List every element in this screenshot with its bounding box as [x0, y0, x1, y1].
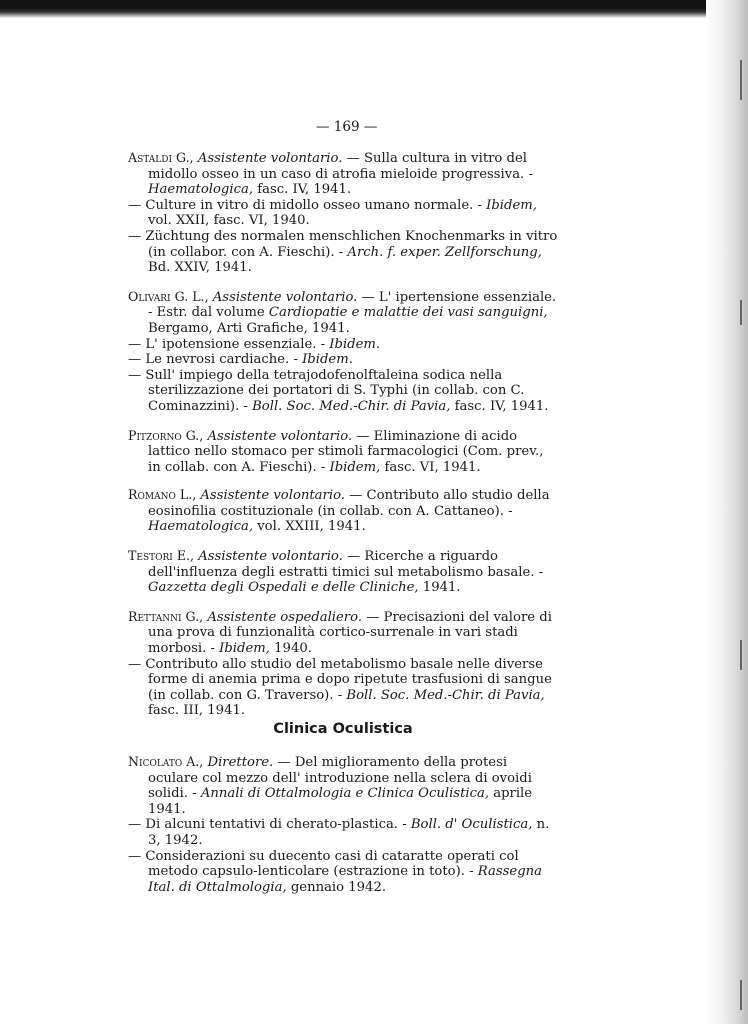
item-text: — Considerazioni su duecento casi di cataratte operati col metodo capsulo-lenticolare (estrazione in toto). -: [128, 848, 519, 880]
item-text: — Di alcuni tentativi di cherato-plastica. -: [128, 817, 411, 833]
bib-item: [128, 609, 558, 657]
bib-item: [128, 352, 558, 368]
bib-item: [128, 754, 558, 817]
item-text: — Precisazioni del valore di una prova di funzionalità cortico-surrenale in vari stadi morbosi. -: [148, 609, 552, 657]
bib-item: [128, 849, 558, 896]
item-details: 1941.: [418, 580, 461, 596]
bib-item: [128, 150, 558, 198]
author-role: Assistente volontario.: [212, 289, 358, 305]
item-text: — Contributo allo studio del metabolismo basale nelle diverse forme di anemia prima e dopo ripetute trasfusioni di sangue (in collab. con G. Traverso). -: [128, 656, 552, 703]
bib-entry: [128, 754, 558, 895]
author-name: Romano L.,: [128, 487, 197, 503]
item-source: Haematologica,: [148, 519, 254, 535]
bib-item: [128, 487, 558, 535]
bib-entry: [128, 487, 558, 535]
item-source: Cardiopatie e malattie dei vasi sanguigni,: [268, 305, 548, 321]
author-role: Assistente volontario.: [197, 151, 343, 166]
item-details: Bergamo, Arti Grafiche, 1941.: [148, 320, 350, 336]
author-role: Assistente volontario.: [200, 488, 345, 504]
bib-entry: [128, 150, 558, 276]
author-name: Pitzorno G.,: [128, 427, 204, 443]
bib-entry: [128, 428, 558, 476]
bib-item: [128, 229, 558, 276]
bib-entry: [128, 289, 558, 415]
bib-item: [128, 198, 558, 229]
bib-item: [128, 548, 558, 596]
section-heading: Clinica Oculistica: [273, 721, 413, 737]
item-text: — Contributo allo studio della eosinofilia costituzionale (in collab. con A. Cattaneo). -: [148, 488, 550, 519]
item-source: Annali di Ottalmologia e Clinica Oculistica,: [200, 786, 490, 802]
author-role: Assistente volontario.: [198, 549, 343, 565]
bib-item: [128, 337, 558, 353]
item-source: Ibidem,: [486, 197, 537, 213]
item-details: n. 3, 1942.: [148, 817, 550, 848]
bib-item: [128, 817, 558, 848]
bib-item: [128, 368, 558, 415]
bib-item: [128, 289, 558, 337]
author-name: Astaldi G.,: [128, 150, 194, 165]
bib-entry: [128, 609, 558, 719]
item-text: — Ricerche a riguardo dell'influenza degli estratti timici sul metabolismo basale. -: [148, 549, 544, 580]
item-source: Ibidem.: [302, 352, 353, 368]
author-name: Rettanni G.,: [128, 608, 204, 624]
author-name: Olivari G. L.,: [128, 288, 209, 304]
author-role: Assistente volontario.: [207, 428, 353, 444]
item-details: 1940.: [269, 641, 312, 657]
bib-entry: [128, 548, 558, 596]
item-source: Boll. Soc. Med.-Chir. di Pavia,: [252, 398, 451, 414]
bib-item: [128, 428, 558, 476]
item-text: — Eliminazione di acido lattico nello stomaco per stimoli farmacologici (Com. prev., in collab. con A. Fieschi). -: [148, 428, 544, 475]
item-source: Ibidem.: [329, 336, 381, 352]
scan-right-edge: [706, 0, 748, 1024]
item-text: — L' ipertensione essenziale. - Estr. dal volume: [148, 289, 557, 321]
item-text: — Sulla cultura in vitro del midollo osseo in un caso di atrofia mieloide progressiva. -: [148, 151, 533, 182]
item-text: — L' ipotensione essenziale. -: [128, 336, 330, 352]
item-source: Arch. f. exper. Zellforschung,: [347, 244, 542, 260]
item-details: fasc. IV, 1941.: [450, 398, 549, 414]
item-source: Rassegna Ital. di Ottalmologia,: [148, 864, 542, 895]
item-source: Boll. Soc. Med.-Chir. di Pavia,: [346, 687, 545, 703]
scan-top-edge: [0, 0, 748, 18]
item-details: fasc. IV, 1941.: [253, 182, 352, 198]
item-source: Haematologica,: [148, 182, 254, 198]
item-source: Ibidem,: [219, 641, 270, 657]
item-text: — Züchtung des normalen menschlichen Knochenmarks in vitro (in collabor. con A. Fieschi). -: [128, 228, 558, 260]
item-details: fasc. III, 1941.: [148, 703, 246, 719]
item-details: Bd. XXIV, 1941.: [148, 260, 252, 276]
item-details: fasc. VI, 1941.: [380, 459, 481, 475]
item-text: — Culture in vitro di midollo osseo umano normale. -: [128, 197, 487, 213]
item-details: vol. XXII, fasc. VI, 1940.: [148, 213, 310, 229]
section-bibliography-list: [128, 754, 558, 906]
item-details: aprile 1941.: [148, 786, 533, 817]
author-role: Direttore.: [207, 755, 274, 770]
bib-item: [128, 657, 558, 719]
item-text: — Le nevrosi cardiache. -: [128, 352, 303, 368]
page-number: — 169 —: [316, 119, 378, 135]
item-text: — Sull' impiego della tetrajodofenolftaleina sodica nella sterilizzazione dei portatori di S. Typhi (in collab. con C. Cominazzini). -: [128, 367, 525, 414]
author-name: Testori E.,: [128, 548, 195, 564]
item-source: Ibidem,: [329, 459, 381, 475]
author-role: Assistente ospedaliero.: [207, 609, 363, 625]
item-details: vol. XXIII, 1941.: [253, 519, 366, 535]
item-source: Gazzetta degli Ospedali e delle Cliniche,: [148, 580, 419, 596]
item-source: Boll. d' Oculistica,: [410, 817, 533, 833]
bibliography-list: [128, 150, 558, 729]
author-name: Nicolato A.,: [128, 754, 204, 769]
item-details: gennaio 1942.: [286, 879, 387, 895]
item-text: — Del miglioramento della protesi oculare col mezzo dell' introduzione nella sclera di ovoidi solidi. -: [148, 755, 532, 802]
